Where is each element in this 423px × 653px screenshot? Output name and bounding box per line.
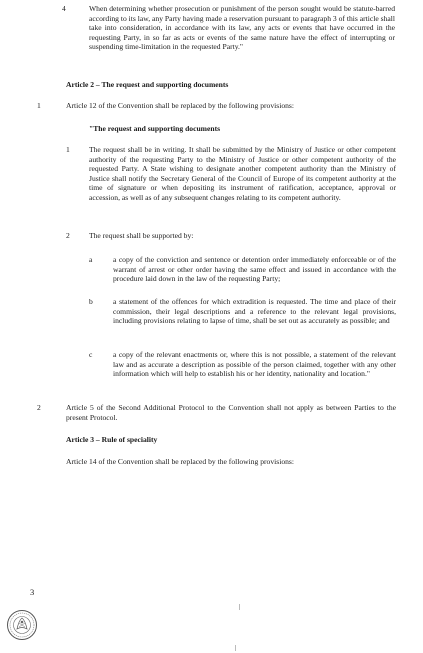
quoted-paragraph-1-text: The request shall be in writing. It shall be submitted by the Ministry of Justice or other competent authority of the requesting Party to the Ministry of Justice or other competent authority of the requested Party. A State wishing to designate another competent authority than the Ministry of Justice shall notify the Secretary General of the Council of Europe of its competent authority at the time of signature or when depositing its instrument of ratification, acceptance, approval or accession, as well as of any subsequent changes relating to its competent authority. xyxy=(89,145,396,202)
article-2-paragraph-2-text: Article 5 of the Second Additional Protocol to the Convention shall not apply as between Parties to the present Protocol. xyxy=(66,403,396,422)
list-item-letter: a xyxy=(89,255,93,264)
list-item-c-text: a copy of the relevant enactments or, where this is not possible, a statement of the relevant law and as accurate a description as possible of the person claimed, together with any other information which will help to establish his or her identity, nationality and location." xyxy=(113,350,396,379)
paragraph-number: 1 xyxy=(37,101,41,110)
paragraph-number: 2 xyxy=(37,403,41,412)
article-2-paragraph-1-text: Article 12 of the Convention shall be replaced by the following provisions: xyxy=(66,101,294,110)
article-3-text: Article 14 of the Convention shall be replaced by the following provisions: xyxy=(66,457,294,466)
council-seal-icon xyxy=(6,609,38,641)
quoted-section-heading: "The request and supporting documents xyxy=(89,124,221,133)
paragraph-number: 1 xyxy=(66,145,70,154)
list-item-letter: b xyxy=(89,297,93,306)
paragraph-number: 4 xyxy=(62,4,66,13)
paragraph-4-text: When determining whether prosecution or punishment of the person sought would be statute-barred according to its law, any Party having made a reservation pursuant to paragraph 3 of this article shall take into consideration, in accordance with its law, any acts or events that have occurred in the requesting Party, in so far as acts or events of the same nature have the effect of interrupting or suspending time-limitation in the requested Party." xyxy=(89,4,395,52)
paragraph-number: 2 xyxy=(66,231,70,240)
article-3-heading: Article 3 – Rule of speciality xyxy=(66,435,158,444)
scan-mark xyxy=(239,604,240,610)
article-2-heading: Article 2 – The request and supporting documents xyxy=(66,80,229,89)
scan-mark xyxy=(235,645,236,651)
list-item-b-text: a statement of the offences for which extradition is requested. The time and place of their commission, their legal descriptions and a reference to the relevant legal provisions, including provisions relating to lapse of time, shall be set out as accurately as possible; and xyxy=(113,297,396,326)
quoted-paragraph-2-text: The request shall be supported by: xyxy=(89,231,194,240)
list-item-letter: c xyxy=(89,350,93,359)
list-item-a-text: a copy of the conviction and sentence or detention order immediately enforceable or of the warrant of arrest or other order having the same effect and issued in accordance with the procedure laid down in the law of the requesting Party; xyxy=(113,255,396,284)
page-number: 3 xyxy=(30,587,35,597)
